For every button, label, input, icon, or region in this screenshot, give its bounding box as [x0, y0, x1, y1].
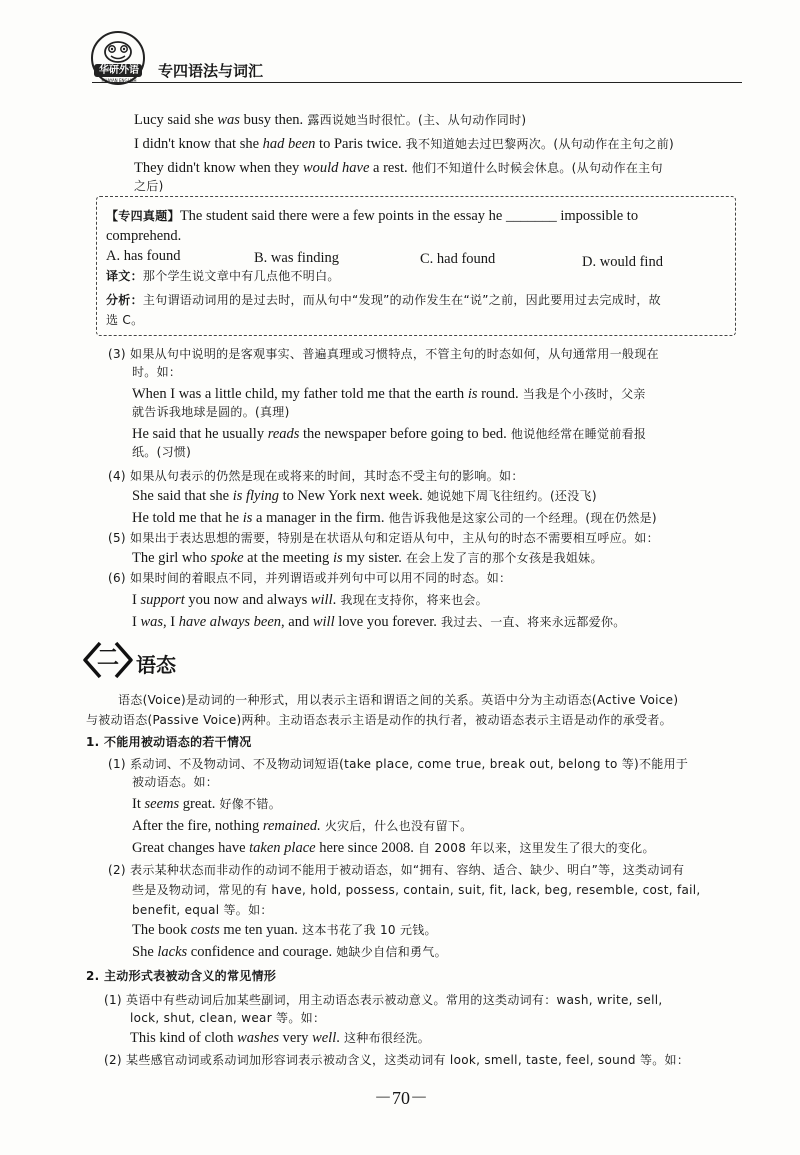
- rule-3: (3) 如果从句中说明的是客观事实、普遍真理或习惯特点，不管主句的时态如何，从句通常用一般现在: [108, 347, 659, 361]
- example-line: She said that she is flying to New York next week. 她说她下周飞往纽约。(还没飞): [132, 488, 597, 504]
- example-line: This kind of cloth washes very well. 这种布很经洗。: [130, 1030, 431, 1046]
- example-line: Great changes have taken place here since 2008. 自 2008 年以来，这里发生了很大的变化。: [132, 840, 655, 856]
- example-line: They didn't know when they would have a rest. 他们不知道什么时候会休息。(从句动作在主句: [134, 160, 663, 176]
- rule-4: (4) 如果从句表示的仍然是现在或将来的时间，其时态不受主句的影响。如：: [108, 469, 524, 483]
- exam-analysis-cont: 选 C。: [106, 313, 144, 327]
- exam-analysis: 分析：主句谓语动词用的是过去时，而从句中“发现”的动作发生在“说”之前，因此要用过去完成时，故: [106, 293, 661, 307]
- option-a: A. has found: [106, 248, 181, 264]
- example-line-cont: 就告诉我地球是圆的。(真理): [132, 405, 290, 419]
- example-line: When I was a little child, my father told me that the earth is round. 当我是个小孩时，父亲: [132, 386, 646, 402]
- example-line: I was, I have always been, and will love you forever. 我过去、一直、将来永远都爱你。: [132, 614, 626, 630]
- point-1-cont: lock, shut, clean, wear 等。如：: [130, 1011, 326, 1025]
- point-2-cont: benefit, equal 等。如：: [132, 903, 273, 917]
- point-2: (2) 表示某种状态而非动作的动词不能用于被动语态，如“拥有、容纳、适合、缺少、明白”等，这类动词有: [108, 863, 685, 877]
- point-1: (1) 英语中有些动词后加某些副词，用主动语态表示被动意义。常用的这类动词有：wash, write, sell,: [104, 993, 663, 1007]
- logo-text: 华研外语: [99, 65, 139, 76]
- example-line: She lacks confidence and courage. 她缺少自信和勇气。: [132, 944, 447, 960]
- point-2: (2) 某些感官动词或系动词加形容词表示被动含义，这类动词有 look, smell, taste, feel, sound 等。如：: [104, 1053, 690, 1067]
- header-divider: [92, 82, 742, 83]
- section-number-badge: [80, 640, 136, 684]
- section-number: 二: [96, 646, 119, 671]
- point-1-cont: 被动语态。如：: [132, 775, 219, 789]
- example-line: The girl who spoke at the meeting is my sister. 在会上发了言的那个女孩是我姐妹。: [132, 550, 603, 566]
- option-c: C. had found: [420, 251, 496, 267]
- example-line: I didn't know that she had been to Paris twice. 我不知道她去过巴黎两次。(从句动作在主句之前): [134, 136, 675, 152]
- subheading: 1. 不能用被动语态的若干情况: [86, 735, 252, 749]
- exam-translation: 译文：那个学生说文章中有几点他不明白。: [106, 269, 340, 283]
- exam-question: 【专四真题】The student said there were a few points in the essay he _______ impossible to: [106, 208, 639, 224]
- example-line: He told me that he is a manager in the firm. 他告诉我他是这家公司的一个经理。(现在仍然是): [132, 510, 657, 526]
- paragraph-cont: 与被动语态(Passive Voice)两种。主动语态表示主语是动作的执行者，被动语态表示主语是动作的承受者。: [86, 713, 672, 727]
- point-2-cont: 些是及物动词，常见的有 have, hold, possess, contain, suit, fit, lack, beg, resemble, cost, fail,: [132, 883, 701, 897]
- exam-question-cont: comprehend.: [106, 228, 182, 244]
- example-line: It seems great. 好像不错。: [132, 796, 282, 812]
- point-1: (1) 系动词、不及物动词、不及物动词短语(take place, come true, break out, belong to 等)不能用于: [108, 757, 689, 771]
- rule-6: (6) 如果时间的着眼点不同，并列谓语或并列句中可以用不同的时态。如：: [108, 571, 512, 585]
- example-line-cont: 纸。(习惯): [132, 445, 192, 459]
- book-title: 专四语法与词汇: [158, 62, 264, 80]
- example-line: Lucy said she was busy then. 露西说她当时很忙。(主、从句动作同时): [134, 112, 527, 128]
- subheading: 2. 主动形式表被动含义的常见情形: [86, 969, 277, 983]
- example-line: The book costs me ten yuan. 这本书花了我 10 元钱。: [132, 922, 437, 938]
- option-b: B. was finding: [254, 250, 339, 266]
- rule-5: (5) 如果出于表达思想的需要，特别是在状语从句和定语从句中，主从句的时态不需要相互呼应。如：: [108, 531, 659, 545]
- section-title: 语态: [136, 653, 176, 677]
- example-line: After the fire, nothing remained. 火灾后，什么也没有留下。: [132, 818, 473, 834]
- example-line: I support you now and always will. 我现在支持你，将来也会。: [132, 592, 488, 608]
- option-d: D. would find: [582, 254, 663, 270]
- rule-3-cont: 时。如：: [132, 365, 182, 379]
- logo-subtext: HUAYAN ENGLISH: [101, 78, 137, 83]
- page-number: －70－: [374, 1088, 428, 1108]
- example-line-cont: 之后): [134, 179, 164, 193]
- example-line: He said that he usually reads the newspaper before going to bed. 他说他经常在睡觉前看报: [132, 426, 647, 442]
- paragraph: 语态(Voice)是动词的一种形式，用以表示主语和谓语之间的关系。英语中分为主动语态(Active Voice): [118, 693, 679, 707]
